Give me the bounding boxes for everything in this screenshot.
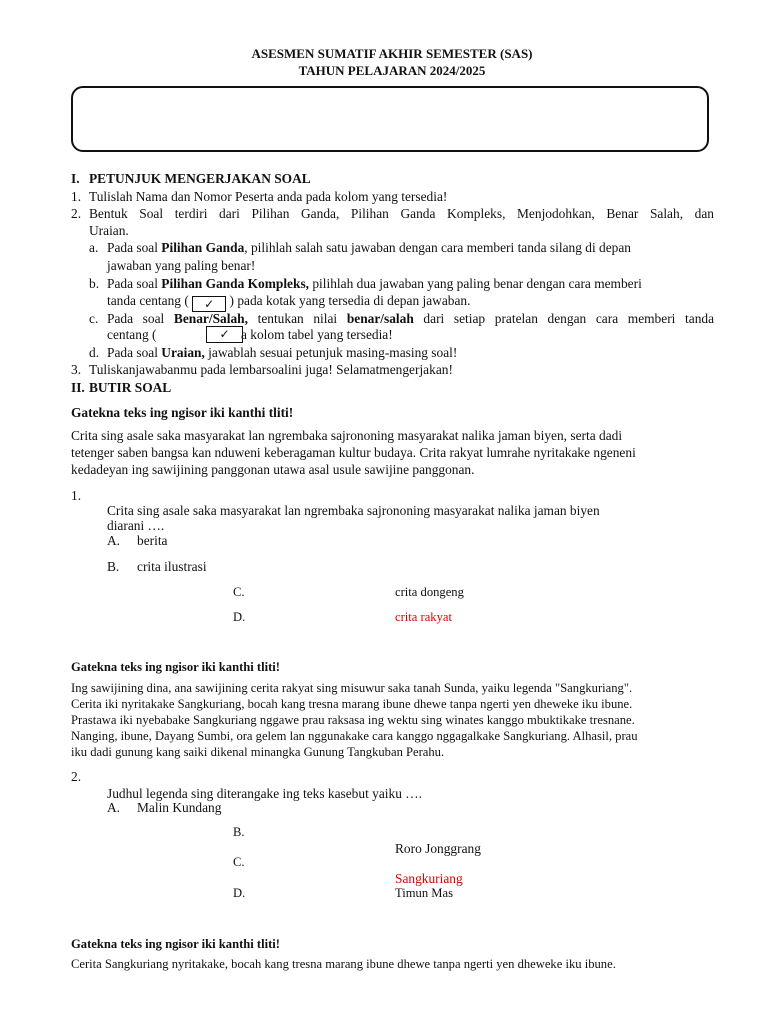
question-1-option-d-label: D. (233, 610, 246, 624)
question-2-option-a-label: A. (107, 800, 121, 815)
instruction-2-text-line-1: Bentuk Soal terdiri dari Pilihan Ganda, Pilihan Ganda Kompleks, Menjodohkan, Benar Salah, dan (89, 206, 714, 221)
question-2-option-b[interactable]: Roro Jonggrang (395, 841, 481, 856)
title-line-2: TAHUN PELAJARAN 2024/2025 (298, 63, 486, 78)
instruction-2b-pre: Pada soal (107, 276, 162, 291)
instruction-3-number: 3. (71, 362, 82, 377)
passage-2-line-3: Prastawa iki nyebabake Sangkuriang nggawe prau raksasa ing wektu sing winates kanggo mbuktikake tresnane. (71, 713, 635, 727)
question-2-option-c[interactable]: Sangkuriang (395, 871, 463, 886)
instruction-2a-post: , pilihlah salah satu jawaban dengan cara memberi tanda silang di depan (244, 240, 631, 255)
instruction-2-text-line-2: Uraian. (89, 223, 129, 238)
question-2-option-c-label: C. (233, 855, 245, 869)
question-2-option-d-label: D. (233, 886, 246, 900)
passage-3-line-1: Cerita Sangkuriang nyritakake, bocah kang tresna marang ibune dhewe tanpa ngerti yen dheweke iku ibune. (71, 957, 616, 971)
question-1-option-b[interactable]: crita ilustrasi (137, 559, 207, 574)
instruction-3-text: Tuliskanjawabanmu pada lembarsoalini juga! Selamatmengerjakan! (89, 362, 453, 377)
instruction-2a-bold: Pilihan Ganda (161, 240, 245, 255)
passage-1-line-3: kedadeyan ing sawijining panggonan utawa asal usule sawijine panggonan. (71, 462, 475, 477)
instruction-2c-bold-1: Benar/Salah, (173, 311, 248, 326)
question-2-text: Judhul legenda sing diterangake ing teks kasebut yaiku …. (107, 786, 422, 801)
instruction-2c-line-2-post: a kolom tabel yang tersedia! (241, 327, 393, 342)
instruction-2c-post: dari setiap pratelan dengan cara memberi tanda (413, 311, 715, 326)
checkmark-box-example-2 (206, 326, 243, 343)
question-1-option-a-label: A. (107, 533, 121, 548)
passage-1-heading: Gatekna teks ing ngisor iki kanthi tliti! (71, 405, 294, 420)
question-2-option-a[interactable]: Malin Kundang (137, 800, 222, 815)
instruction-2c-line-1 (107, 311, 714, 327)
instruction-1-text: Tulislah Nama dan Nomor Peserta anda pada kolom yang tersedia! (89, 189, 448, 204)
instruction-2d-bold: Uraian, (161, 345, 205, 360)
instruction-2a-line-1 (107, 240, 631, 256)
passage-1-line-2: tetenger saben bangsa kan nduweni keberagaman kultur budaya. Crita rakyat lumrahe nyritakake ngeneni (71, 445, 636, 460)
question-2-option-b-label: B. (233, 825, 245, 839)
instruction-2b-post: pilihlah dua jawaban yang paling benar dengan cara memberi (309, 276, 642, 291)
passage-2-line-5: iku dadi gunung kang saiki dikenal minangka Gunung Tangkuban Perahu. (71, 745, 445, 759)
section-1-number: I. (71, 171, 80, 186)
passage-2-line-4: Nanging, ibune, Dayang Sumbi, ora gelem lan nggunakake cara kanggo nggagalkake Sangkuriang. Alhasil, prau (71, 729, 638, 743)
checkmark-icon: ✓ (204, 297, 215, 311)
question-2-number: 2. (71, 769, 82, 784)
title-line-1: ASESMEN SUMATIF AKHIR SEMESTER (SAS) (251, 46, 533, 61)
section-2-number: II. (71, 380, 85, 395)
instruction-2c-number: c. (89, 311, 99, 326)
name-entry-box[interactable] (71, 86, 709, 152)
instruction-1-number: 1. (71, 189, 82, 204)
passage-2-line-1: Ing sawijining dina, ana sawijining cerita rakyat sing misuwur saka tanah Sunda, yaiku legenda "Sangkuriang". (71, 681, 633, 695)
passage-1-line-1: Crita sing asale saka masyarakat lan ngrembaka sajrononing masyarakat nalika jaman biyen, serta dadi (71, 428, 623, 443)
instruction-2a-pre: Pada soal (107, 240, 162, 255)
question-2-option-d[interactable]: Timun Mas (395, 886, 453, 900)
instruction-2c-line-2-pre: centang ( (107, 327, 157, 342)
question-1-option-b-label: B. (107, 559, 120, 574)
instruction-2b-line-2-post: ) pada kotak yang tersedia di depan jawaban. (229, 293, 471, 308)
checkmark-box-example (192, 296, 226, 312)
section-2-title: BUTIR SOAL (89, 380, 172, 395)
question-1-option-c-label: C. (233, 585, 245, 599)
passage-3-heading: Gatekna teks ing ngisor iki kanthi tliti! (71, 937, 281, 951)
instruction-2c-pre: Pada soal (107, 311, 174, 326)
section-1-title: PETUNJUK MENGERJAKAN SOAL (89, 171, 311, 186)
instruction-2c-mid: tentukan nilai (247, 311, 347, 326)
question-1-text-line-2: diarani …. (107, 518, 165, 533)
question-1-option-a[interactable]: berita (137, 533, 168, 548)
instruction-2d-post: jawablah sesuai petunjuk masing-masing soal! (204, 345, 458, 360)
instruction-2c-bold-2: benar/salah (346, 311, 414, 326)
question-1-number: 1. (71, 488, 82, 503)
instruction-2b-line-1 (107, 276, 642, 292)
passage-2-heading: Gatekna teks ing ngisor iki kanthi tliti! (71, 660, 281, 674)
checkmark-icon: ✓ (219, 327, 230, 341)
instruction-2b-bold: Pilihan Ganda Kompleks, (161, 276, 310, 291)
question-1-text-line-1: Crita sing asale saka masyarakat lan ngrembaka sajrononing masyarakat nalika jaman biyen (107, 503, 600, 518)
instruction-2b-number: b. (89, 276, 100, 291)
instruction-2a-line-2: jawaban yang paling benar! (107, 258, 256, 273)
instruction-2d-line (107, 345, 457, 361)
instruction-2-number: 2. (71, 206, 82, 221)
instruction-2b-line-2-pre: tanda centang ( (107, 293, 189, 308)
question-1-option-d[interactable]: crita rakyat (395, 610, 452, 624)
question-1-option-c[interactable]: crita dongeng (395, 585, 464, 599)
instruction-2d-number: d. (89, 345, 100, 360)
passage-2-line-2: Cerita iki nyritakake Sangkuriang, bocah kang tresna marang ibune dhewe tanpa ngerti yen dheweke iku ibune. (71, 697, 633, 711)
instruction-2d-pre: Pada soal (107, 345, 162, 360)
instruction-2a-number: a. (89, 240, 99, 255)
instruction-2b-line-2 (107, 293, 470, 312)
